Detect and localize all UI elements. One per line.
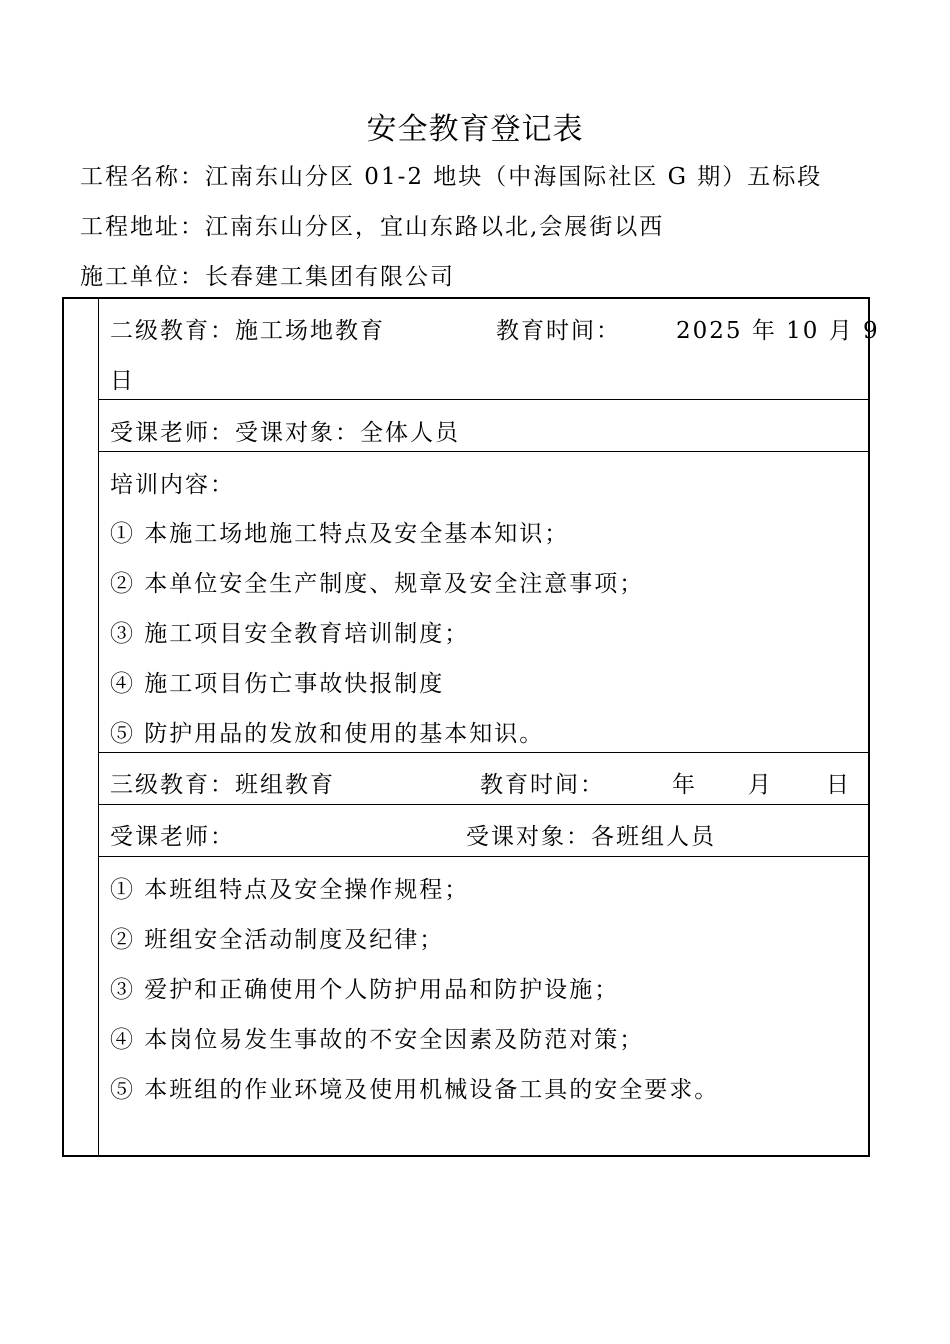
level2-label: 二级教育：施工场地教育	[110, 318, 385, 344]
row-divider	[99, 752, 870, 753]
level3-year: 年	[672, 772, 697, 798]
level3-time-label: 教育时间：	[480, 772, 605, 798]
table-left-margin-line	[98, 297, 99, 1157]
level2-item: ③ 施工项目安全教育培训制度；	[110, 621, 470, 647]
level2-teacher: 受课老师：受课对象：全体人员	[110, 420, 460, 446]
level3-item: ② 班组安全活动制度及纪律；	[110, 927, 445, 953]
level3-item: ③ 爱护和正确使用个人防护用品和防护设施；	[110, 977, 620, 1003]
level3-label: 三级教育：班组教育	[110, 772, 335, 798]
level3-item: ⑤ 本班组的作业环境及使用机械设备工具的安全要求。	[110, 1077, 720, 1103]
project-name: 工程名称：江南东山分区 01-2 地块（中海国际社区 G 期）五标段	[80, 164, 823, 190]
level2-time-label: 教育时间：	[496, 318, 621, 344]
level2-item: ④ 施工项目伤亡事故快报制度	[110, 671, 445, 697]
level2-content-title: 培训内容：	[110, 472, 235, 498]
level3-audience: 受课对象：各班组人员	[466, 824, 716, 850]
project-address: 工程地址：江南东山分区，宜山东路以北,会展街以西	[80, 214, 665, 240]
contractor: 施工单位：长春建工集团有限公司	[80, 264, 455, 290]
level2-item: ⑤ 防护用品的发放和使用的基本知识。	[110, 721, 545, 747]
level3-day: 日	[826, 772, 851, 798]
level3-teacher-label: 受课老师：	[110, 824, 235, 850]
row-divider	[99, 856, 870, 857]
document-title: 安全教育登记表	[366, 112, 584, 147]
level3-month: 月	[748, 772, 773, 798]
row-divider	[99, 399, 870, 400]
level2-item: ① 本施工场地施工特点及安全基本知识；	[110, 521, 570, 547]
row-divider	[99, 804, 870, 805]
level3-item: ④ 本岗位易发生事故的不安全因素及防范对策；	[110, 1027, 645, 1053]
level2-time-value: 2025 年 10 月 9	[676, 318, 880, 344]
row-divider	[99, 451, 870, 452]
level2-item: ② 本单位安全生产制度、规章及安全注意事项；	[110, 571, 645, 597]
level2-time-day: 日	[110, 368, 135, 394]
level3-item: ① 本班组特点及安全操作规程；	[110, 877, 470, 903]
